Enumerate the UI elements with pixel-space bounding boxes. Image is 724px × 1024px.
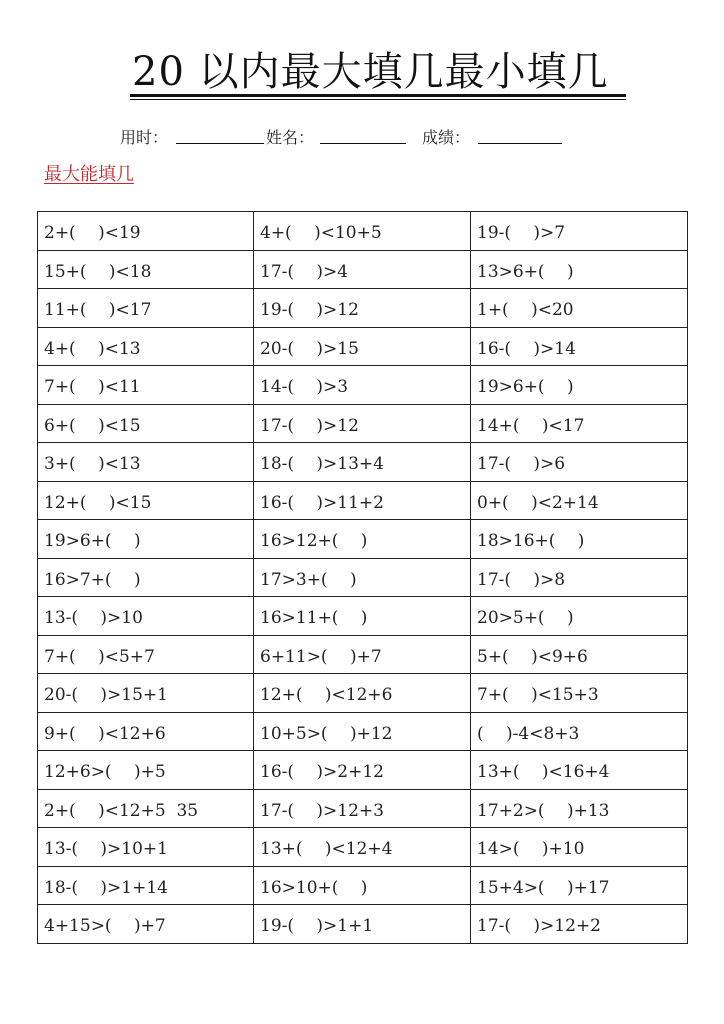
table-row xyxy=(38,520,688,559)
exercise-cell[interactable]: 19-( )>7 xyxy=(471,212,688,251)
table-row xyxy=(38,558,688,597)
exercise-cell[interactable]: 15+4>( )+17 xyxy=(471,866,688,905)
exercise-cell[interactable]: 6+( )<15 xyxy=(38,404,254,443)
exercise-cell[interactable]: 18>16+( ) xyxy=(471,520,688,559)
exercise-cell[interactable]: 7+( )<11 xyxy=(38,366,254,405)
exercise-cell[interactable]: 20>5+( ) xyxy=(471,597,688,636)
exercise-cell[interactable]: 16-( )>11+2 xyxy=(254,481,471,520)
exercise-cell[interactable]: 1+( )<20 xyxy=(471,289,688,328)
exercise-cell[interactable]: 20-( )>15+1 xyxy=(38,674,254,713)
exercise-cell[interactable]: 13>6+( ) xyxy=(471,250,688,289)
exercise-cell[interactable]: 18-( )>13+4 xyxy=(254,443,471,482)
exercise-cell[interactable]: 17>3+( ) xyxy=(254,558,471,597)
table-row xyxy=(38,751,688,790)
exercise-cell[interactable]: 17-( )>12+3 xyxy=(254,789,471,828)
table-row xyxy=(38,212,688,251)
exercise-cell[interactable]: 17-( )>8 xyxy=(471,558,688,597)
time-label: 用时： xyxy=(120,128,169,147)
exercise-cell[interactable]: 16>10+( ) xyxy=(254,866,471,905)
table-row xyxy=(38,327,688,366)
exercise-cell[interactable]: 19-( )>12 xyxy=(254,289,471,328)
table-row xyxy=(38,250,688,289)
exercise-cell[interactable]: 13+( )<16+4 xyxy=(471,751,688,790)
exercise-cell[interactable]: 13-( )>10 xyxy=(38,597,254,636)
exercise-cell[interactable]: 19-( )>1+1 xyxy=(254,905,471,944)
exercise-cell[interactable]: 17-( )>6 xyxy=(471,443,688,482)
exercise-cell[interactable]: 16-( )>14 xyxy=(471,327,688,366)
exercise-cell[interactable]: 12+6>( )+5 xyxy=(38,751,254,790)
table-row xyxy=(38,674,688,713)
exercise-cell[interactable]: 14>( )+10 xyxy=(471,828,688,867)
table-row xyxy=(38,828,688,867)
exercise-cell[interactable]: 20-( )>15 xyxy=(254,327,471,366)
table-row xyxy=(38,905,688,944)
exercise-cell[interactable]: 9+( )<12+6 xyxy=(38,712,254,751)
exercise-cell[interactable]: 16-( )>2+12 xyxy=(254,751,471,790)
exercise-cell[interactable]: 16>12+( ) xyxy=(254,520,471,559)
exercise-cell[interactable]: 12+( )<12+6 xyxy=(254,674,471,713)
exercise-cell[interactable]: 6+11>( )+7 xyxy=(254,635,471,674)
exercise-cell[interactable]: 17+2>( )+13 xyxy=(471,789,688,828)
table-row xyxy=(38,443,688,482)
table-row xyxy=(38,866,688,905)
exercise-cell[interactable]: 0+( )<2+14 xyxy=(471,481,688,520)
table-row xyxy=(38,712,688,751)
exercise-cell[interactable]: 4+( )<13 xyxy=(38,327,254,366)
page-title: 20 以内最大填几最小填几 xyxy=(132,49,609,95)
table-row xyxy=(38,635,688,674)
exercise-cell[interactable]: 19>6+( ) xyxy=(38,520,254,559)
exercise-cell[interactable]: 19>6+( ) xyxy=(471,366,688,405)
exercise-cell[interactable]: 15+( )<18 xyxy=(38,250,254,289)
exercise-cell[interactable]: 17-( )>12 xyxy=(254,404,471,443)
exercise-cell[interactable]: 14+( )<17 xyxy=(471,404,688,443)
score-field[interactable] xyxy=(478,143,562,144)
exercise-cell[interactable]: 11+( )<17 xyxy=(38,289,254,328)
exercise-table xyxy=(37,211,688,944)
name-label: 姓名： xyxy=(266,128,315,147)
table-row xyxy=(38,481,688,520)
exercise-cell[interactable]: 10+5>( )+12 xyxy=(254,712,471,751)
table-row xyxy=(38,789,688,828)
time-field[interactable] xyxy=(176,143,264,144)
exercise-cell[interactable]: 17-( )>4 xyxy=(254,250,471,289)
table-row xyxy=(38,597,688,636)
title-double-underline xyxy=(130,94,626,100)
score-label: 成绩： xyxy=(422,128,471,147)
exercise-cell[interactable]: 4+( )<10+5 xyxy=(254,212,471,251)
exercise-cell[interactable]: 4+15>( )+7 xyxy=(38,905,254,944)
exercise-cell[interactable]: 13+( )<12+4 xyxy=(254,828,471,867)
table-row xyxy=(38,404,688,443)
exercise-cell[interactable]: 12+( )<15 xyxy=(38,481,254,520)
exercise-cell[interactable]: 7+( )<5+7 xyxy=(38,635,254,674)
exercise-cell[interactable]: 2+( )<12+5 35 xyxy=(38,789,254,828)
exercise-cell[interactable]: 5+( )<9+6 xyxy=(471,635,688,674)
name-field[interactable] xyxy=(320,143,406,144)
table-row xyxy=(38,289,688,328)
exercise-cell[interactable]: 16>7+( ) xyxy=(38,558,254,597)
exercise-cell[interactable]: ( )-4<8+3 xyxy=(471,712,688,751)
exercise-cell[interactable]: 7+( )<15+3 xyxy=(471,674,688,713)
exercise-cell[interactable]: 13-( )>10+1 xyxy=(38,828,254,867)
exercise-cell[interactable]: 18-( )>1+14 xyxy=(38,866,254,905)
exercise-cell[interactable]: 17-( )>12+2 xyxy=(471,905,688,944)
table-row xyxy=(38,366,688,405)
exercise-cell[interactable]: 16>11+( ) xyxy=(254,597,471,636)
exercise-cell[interactable]: 2+( )<19 xyxy=(38,212,254,251)
section-subtitle: 最大能填几 xyxy=(44,164,134,185)
exercise-cell[interactable]: 3+( )<13 xyxy=(38,443,254,482)
exercise-cell[interactable]: 14-( )>3 xyxy=(254,366,471,405)
